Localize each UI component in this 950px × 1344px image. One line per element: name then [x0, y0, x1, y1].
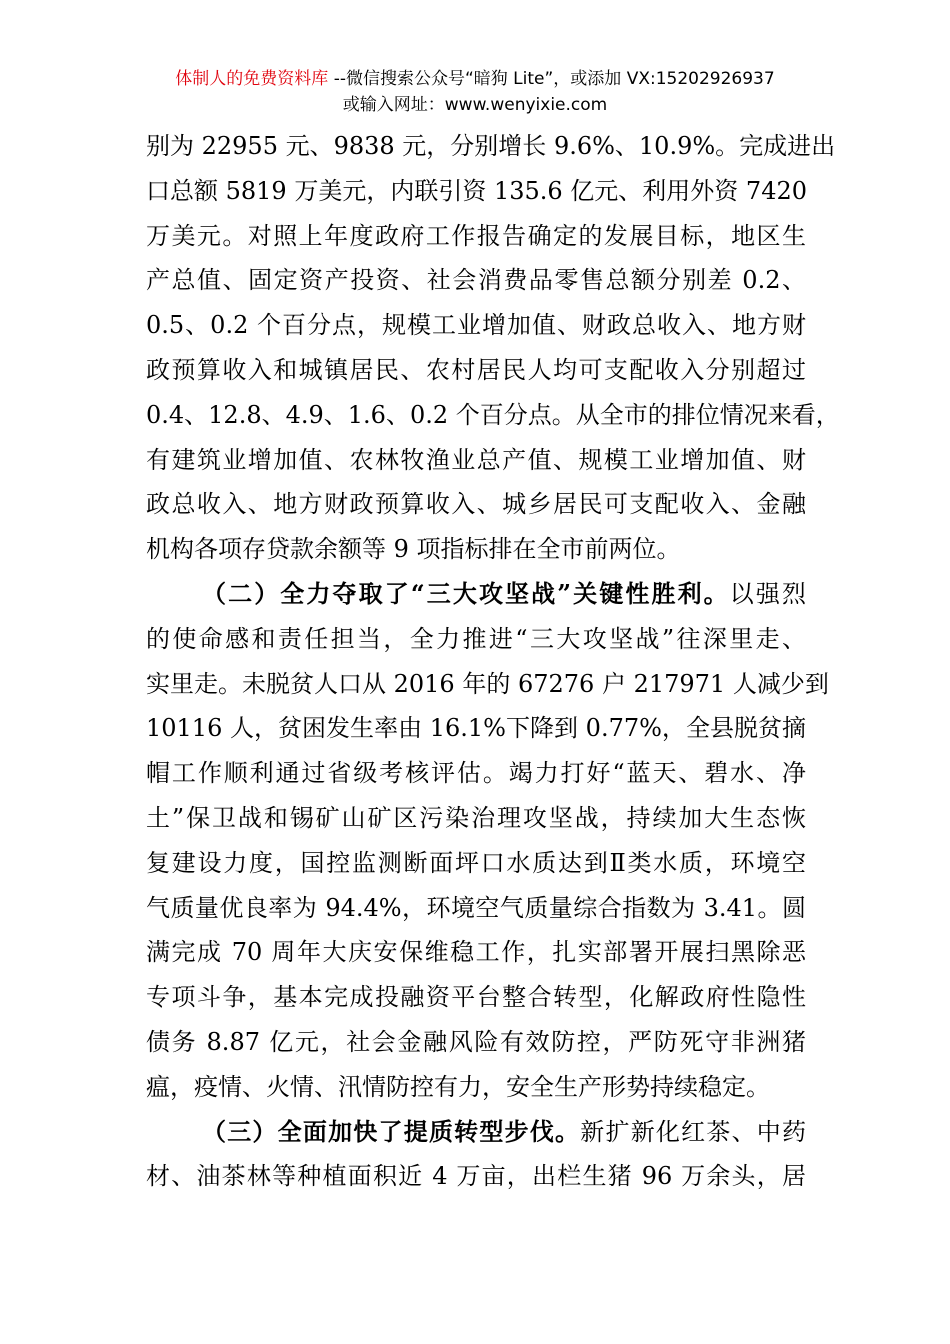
text-line: 有建筑业增加值、农林牧渔业总产值、规模工业增加值、财 [146, 445, 806, 474]
text-line: 实里走。未脱贫人口从 2016 年的 67276 户 217971 人减少到 [146, 669, 829, 698]
text-line: 债务 8.87 亿元，社会金融风险有效防控，严防死守非洲猪 [146, 1027, 806, 1056]
section-heading: （二）全力夺取了“三大攻坚战”关键性胜利。 [202, 578, 730, 608]
text-line: 口总额 5819 万美元，内联引资 135.6 亿元、利用外资 7420 [146, 176, 808, 205]
text-run: 新扩新化红茶、中药 [580, 1117, 807, 1146]
text-line: 复建设力度，国控监测断面坪口水质达到Ⅱ类水质，环境空 [146, 848, 806, 877]
section-heading: （三）全面加快了提质转型步伐。 [202, 1116, 581, 1146]
header-info: --微信搜索公众号“暗狗 Lite”，或添加 VX:15202926937 [328, 69, 775, 89]
header-brand: 体制人的免费资料库 [175, 69, 329, 89]
header-line-1 [0, 66, 950, 92]
section-heading-line [146, 1110, 806, 1155]
text-line: 土”保卫战和锡矿山矿区污染治理攻坚战，持续加大生态恢 [146, 803, 806, 832]
text-run: 以强烈 [729, 579, 807, 608]
text-line: 0.4、12.8、4.9、1.6、0.2 个百分点。从全市的排位情况来看， [146, 400, 840, 429]
text-line: 万美元。对照上年度政府工作报告确定的发展目标，地区生 [146, 221, 806, 250]
text-line: 10116 人，贫困发生率由 16.1%下降到 0.77%，全县脱贫摘 [146, 714, 806, 743]
text-line: 0.5、0.2 个百分点，规模工业增加值、财政总收入、地方财 [146, 311, 806, 340]
section-heading-line [146, 572, 806, 617]
text-line: 机构各项存贷款余额等 9 项指标排在全市前两位。 [146, 535, 681, 564]
text-line: 政总收入、地方财政预算收入、城乡居民可支配收入、金融 [146, 490, 806, 519]
header-website: 或输入网址：www.wenyixie.com [342, 95, 608, 115]
text-line: 气质量优良率为 94.4%，环境空气质量综合指数为 3.41。圆 [146, 893, 806, 922]
text-line: 材、油茶林等种植面积近 4 万亩，出栏生猪 96 万余头，居 [146, 1162, 806, 1191]
text-line: 别为 22955 元、9838 元，分别增长 9.6%、10.9%。完成进出 [146, 132, 836, 160]
text-line: 政预算收入和城镇居民、农村居民人均可支配收入分别超过 [146, 355, 806, 384]
text-line: 瘟，疫情、火情、汛情防控有力，安全生产形势持续稳定。 [146, 1072, 770, 1101]
text-line: 的使命感和责任担当，全力推进“三大攻坚战”往深里走、 [146, 624, 806, 653]
text-line: 帽工作顺利通过省级考核评估。竭力打好“蓝天、碧水、净 [146, 759, 806, 788]
text-line: 产总值、固定资产投资、社会消费品零售总额分别差 0.2、 [146, 266, 806, 295]
text-line: 满完成 70 周年大庆安保维稳工作，扎实部署开展扫黑除恶 [146, 938, 806, 967]
body-text [146, 124, 840, 1199]
watermark-header [0, 66, 950, 118]
text-line: 专项斗争，基本完成投融资平台整合转型，化解政府性隐性 [146, 983, 806, 1012]
